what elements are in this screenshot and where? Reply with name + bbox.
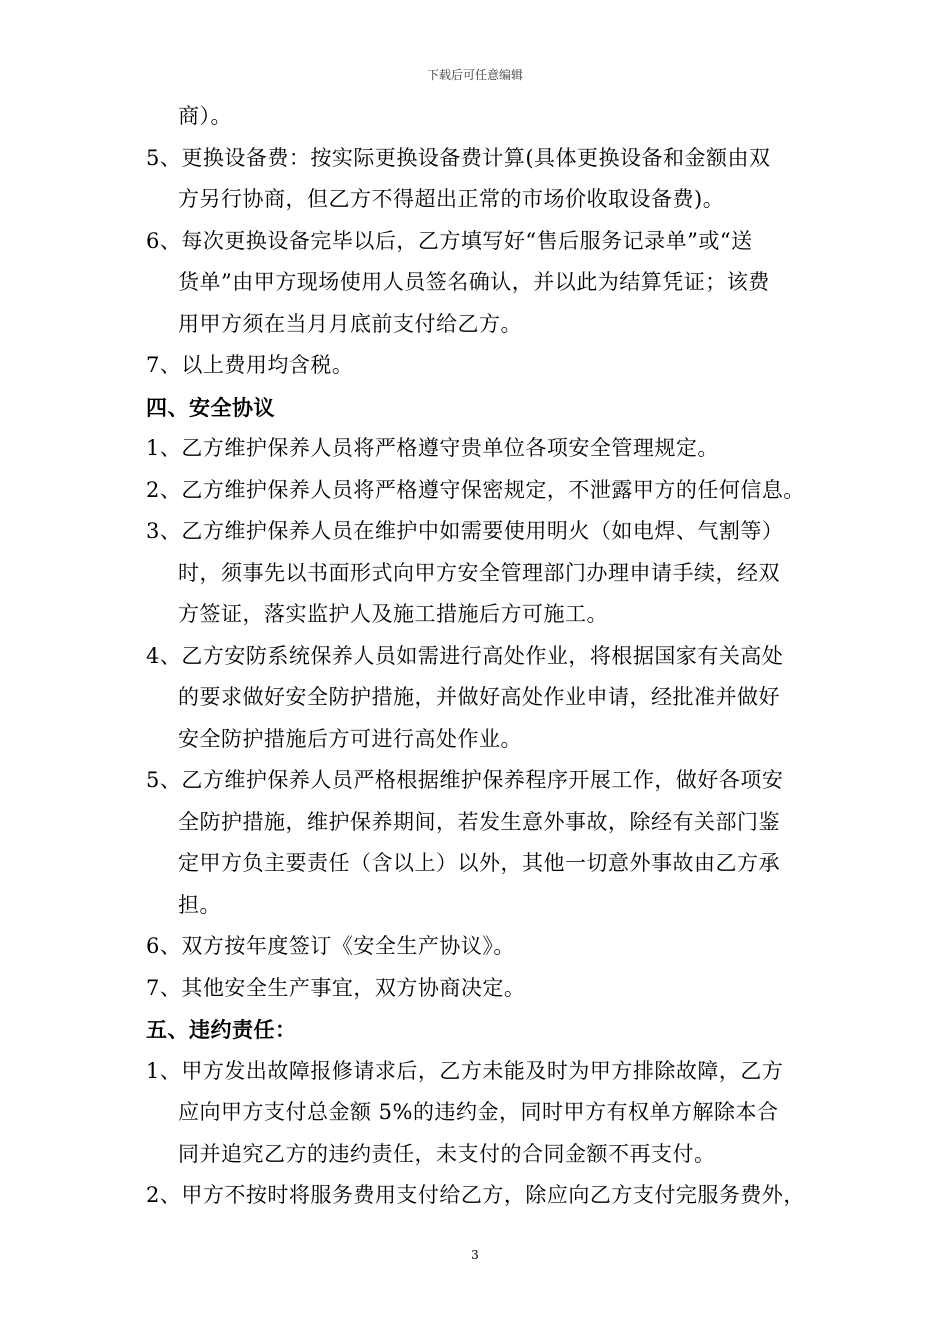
line: 商）。 xyxy=(178,104,232,128)
line: 2、乙方维护保养人员将严格遵守保密规定，不泄露甲方的任何信息。 xyxy=(146,477,805,502)
line: 时，须事先以书面形式向甲方安全管理部门办理申请手续，经双 xyxy=(178,560,780,585)
document-body xyxy=(146,96,836,1217)
line: 的要求做好安全防护措施，并做好高处作业申请，经批准并做好 xyxy=(178,685,780,709)
line: 方签证，落实监护人及施工措施后方可施工。 xyxy=(178,602,608,626)
line: 定甲方负主要责任（含以上）以外，其他一切意外事故由乙方承 xyxy=(178,851,780,875)
line: 2、甲方不按时将服务费用支付给乙方，除应向乙方支付完服务费外， xyxy=(146,1183,805,1207)
line: 货单”由甲方现场使用人员签名确认，并以此为结算凭证；该费 xyxy=(178,270,770,294)
line: 用甲方须在当月月底前支付给乙方。 xyxy=(178,311,522,336)
line: 6、每次更换设备完毕以后，乙方填写好“售后服务记录单”或“送 xyxy=(146,228,753,253)
line: 1、甲方发出故障报修请求后，乙方未能及时为甲方排除故障，乙方 xyxy=(146,1058,784,1083)
section-heading: 五、违约责任： xyxy=(146,1017,297,1042)
line: 方另行协商，但乙方不得超出正常的市场价收取设备费)。 xyxy=(178,187,725,211)
line: 1、乙方维护保养人员将严格遵守贵单位各项安全管理规定。 xyxy=(146,436,719,460)
line: 担。 xyxy=(178,892,221,917)
line: 安全防护措施后方可进行高处作业。 xyxy=(178,726,522,751)
line: 全防护措施，维护保养期间，若发生意外事故，除经有关部门鉴 xyxy=(178,809,780,834)
line: 4、乙方安防系统保养人员如需进行高处作业，将根据国家有关高处 xyxy=(146,643,784,668)
line: 7、其他安全生产事宜，双方协商决定。 xyxy=(146,975,526,1000)
line: 5、更换设备费：按实际更换设备费计算(具体更换设备和金额由双 xyxy=(146,145,771,170)
line: 3、乙方维护保养人员在维护中如需要使用明火（如电焊、气割等） xyxy=(146,519,784,543)
line: 5、乙方维护保养人员严格根据维护保养程序开展工作，做好各项安 xyxy=(146,768,784,792)
page-number: 3 xyxy=(471,1248,479,1262)
line: 7、以上费用均含税。 xyxy=(146,353,354,377)
line: 同并追究乙方的违约责任，未支付的合同金额不再支付。 xyxy=(178,1141,716,1166)
line: 应向甲方支付总金额 5%的违约金，同时甲方有权单方解除本合 xyxy=(178,1100,779,1124)
page-header: 下载后可任意编辑 xyxy=(426,68,523,82)
line: 6、双方按年度签订《安全生产协议》。 xyxy=(146,934,515,958)
section-heading: 四、安全协议 xyxy=(146,394,275,420)
